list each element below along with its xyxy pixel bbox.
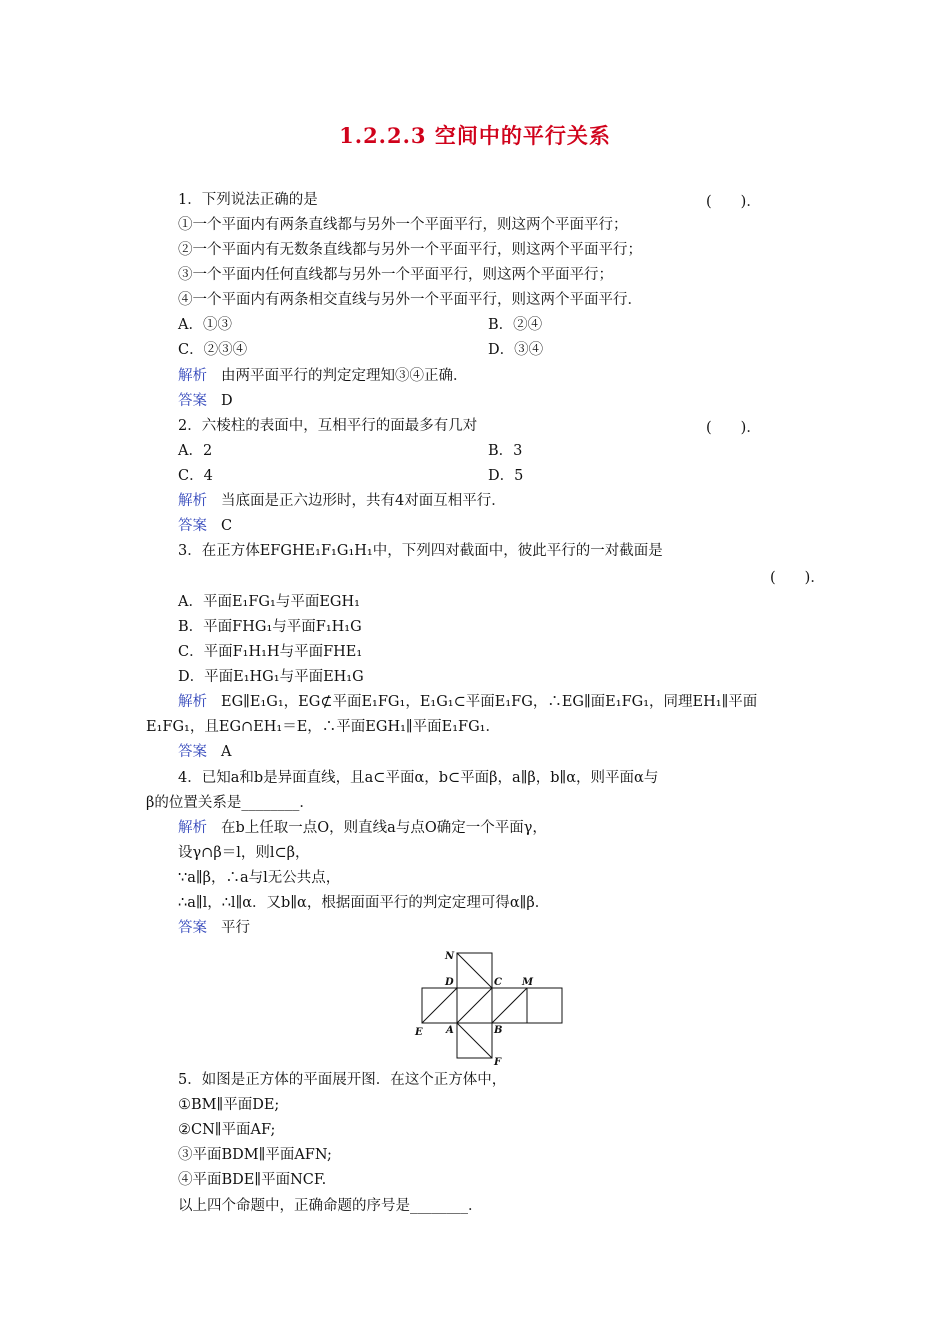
q3-option-a: A．平面E₁FG₁与平面EGH₁ [178, 594, 360, 610]
q3-option-c: C．平面F₁H₁H与平面FHE₁ [178, 644, 363, 660]
q4-stem-1: 4．已知a和b是异面直线，且a⊂平面α，b⊂平面β，a∥β，b∥α，则平面α与 [178, 770, 659, 786]
q1-item-1: ①一个平面内有两条直线都与另外一个平面平行，则这两个平面平行； [178, 217, 628, 233]
label-f: F [494, 1057, 502, 1065]
diagonal-ed [422, 988, 457, 1023]
q2-analysis [178, 491, 506, 511]
label-m: M [522, 977, 534, 988]
answer-tag: 答案 [178, 518, 207, 534]
diagonal-bm [492, 988, 527, 1023]
q1-answer [178, 391, 233, 411]
q5-question: 以上四个命题中，正确命题的序号是________． [178, 1198, 483, 1214]
q2-stem: 2．六棱柱的表面中，互相平行的面最多有几对 [178, 418, 478, 434]
q1-item-3: ③一个平面内任何直线都与另外一个平面平行，则这两个平面平行； [178, 267, 613, 283]
label-a: A [446, 1025, 454, 1036]
label-n: N [445, 951, 455, 962]
q4-analysis-text-3: ∵a∥β，∴a与l无公共点， [178, 870, 341, 886]
q4-answer-text: 平行 [221, 920, 250, 936]
answer-tag: 答案 [178, 920, 207, 936]
q1-analysis-text: 由两平面平行的判定定理知③④正确． [221, 368, 468, 384]
q1-option-c: C．②③④ [178, 342, 248, 358]
label-b: B [494, 1025, 503, 1036]
q3-stem: 3．在正方体EFGHE₁F₁G₁H₁中，下列四对截面中，彼此平行的一对截面是 [178, 543, 663, 559]
diagonal-nc [457, 953, 492, 988]
q4-analysis-text-1: 在b上任取一点O，则直线a与点O确定一个平面γ， [221, 820, 547, 836]
analysis-tag: 解析 [178, 493, 207, 509]
q5-item-1: ①BM∥平面DE; [178, 1097, 280, 1113]
q1-stem: 1．下列说法正确的是 [178, 192, 318, 208]
q1-option-d: D．③④ [488, 342, 544, 358]
analysis-tag: 解析 [178, 694, 207, 710]
q1-analysis [178, 366, 468, 386]
q4-answer [178, 918, 250, 938]
q1-paren: ( )． [706, 194, 761, 210]
q1-option-a: A．①③ [178, 317, 232, 333]
q1-option-b: B．②④ [488, 317, 543, 333]
q3-analysis-text-2: E₁FG₁，且EG∩EH₁＝E，∴平面EGH₁∥平面E₁FG₁． [146, 719, 500, 735]
q2-option-d: D．5 [488, 468, 524, 484]
q2-paren: ( )． [706, 420, 761, 436]
q1-answer-text: D [221, 393, 233, 409]
net-square-far-right [527, 988, 562, 1023]
q1-item-4: ④一个平面内有两条相交直线与另外一个平面平行，则这两个平面平行． [178, 292, 642, 308]
analysis-tag: 解析 [178, 820, 207, 836]
q2-answer [178, 516, 232, 536]
q4-analysis-text-4: ∴a∥l，∴l∥α．又b∥α，根据面面平行的判定定理可得α∥β． [178, 895, 550, 911]
q2-analysis-text: 当底面是正六边形时，共有4对面互相平行． [221, 493, 506, 509]
answer-tag: 答案 [178, 393, 207, 409]
q2-option-c: C．4 [178, 468, 213, 484]
q5-stem: 5．如图是正方体的平面展开图．在这个正方体中， [178, 1072, 507, 1088]
q3-option-b: B．平面FHG₁与平面F₁H₁G [178, 619, 362, 635]
q5-item-2: ②CN∥平面AF; [178, 1122, 276, 1138]
q4-analysis [178, 818, 547, 838]
q5-item-4: ④平面BDE∥平面NCF. [178, 1172, 327, 1188]
q1-item-2: ②一个平面内有无数条直线都与另外一个平面平行，则这两个平面平行； [178, 242, 642, 258]
q2-option-b: B．3 [488, 443, 523, 459]
diagonal-ac [457, 988, 492, 1023]
q3-analysis [178, 692, 757, 712]
q2-answer-text: C [221, 518, 233, 534]
analysis-tag: 解析 [178, 368, 207, 384]
diagonal-af [457, 1023, 492, 1058]
label-c: C [494, 977, 502, 988]
answer-tag: 答案 [178, 744, 207, 760]
q2-option-a: A．2 [178, 443, 213, 459]
q3-paren: ( )． [770, 570, 825, 586]
label-d: D [445, 977, 454, 988]
q4-analysis-text-2: 设γ∩β＝l，则l⊂β， [178, 845, 310, 861]
q5-item-3: ③平面BDM∥平面AFN; [178, 1147, 332, 1163]
page-title: 1.2.2.3 空间中的平行关系 [339, 123, 611, 148]
label-e: E [415, 1027, 423, 1038]
q3-analysis-text-1: EG∥E₁G₁，EG⊄平面E₁FG₁，E₁G₁⊂平面E₁FG，∴EG∥面E₁FG₁，同理EH₁∥平面 [221, 694, 758, 710]
q3-answer [178, 742, 231, 762]
cube-net-figure [412, 945, 572, 1065]
q4-stem-2: β的位置关系是________． [146, 795, 314, 811]
q3-answer-text: A [221, 744, 232, 760]
q3-option-d: D．平面E₁HG₁与平面EH₁G [178, 669, 364, 685]
